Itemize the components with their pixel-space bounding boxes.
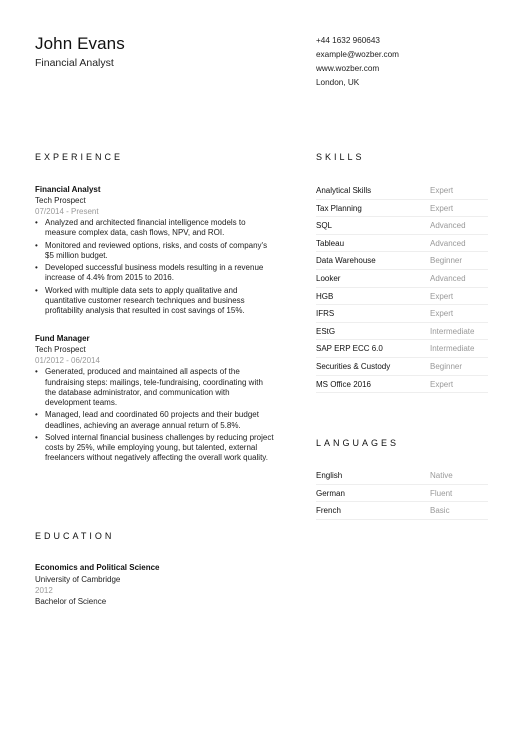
job-bullets bbox=[35, 367, 275, 463]
skill-row bbox=[316, 200, 488, 218]
skill-row bbox=[316, 305, 488, 323]
skill-level: Intermediate bbox=[430, 344, 475, 354]
job-entry bbox=[35, 185, 275, 316]
candidate-name: John Evans bbox=[35, 34, 125, 53]
skills-heading: SKILLS bbox=[316, 152, 365, 162]
skill-level: Advanced bbox=[430, 273, 466, 283]
skill-name: SAP ERP ECC 6.0 bbox=[316, 344, 383, 354]
skill-row bbox=[316, 358, 488, 376]
skill-name: Analytical Skills bbox=[316, 186, 372, 195]
education-entry bbox=[35, 563, 160, 607]
language-name: French bbox=[316, 506, 341, 516]
skill-name: HGB bbox=[316, 291, 334, 301]
skill-level: Expert bbox=[430, 203, 454, 213]
skill-level: Advanced bbox=[430, 238, 466, 248]
job-bullet: • Solved internal financial business challenges by reducing project costs by 25%, while employing young, but talented, external freelancers without negatively affecting the overall work quality. bbox=[35, 433, 275, 464]
skill-row bbox=[316, 340, 488, 358]
job-title: Fund Manager bbox=[35, 334, 90, 344]
education-degree: Economics and Political Science bbox=[35, 563, 160, 572]
language-row bbox=[316, 485, 488, 503]
language-level: Basic bbox=[430, 506, 450, 516]
skill-name: EStG bbox=[316, 326, 336, 336]
job-bullet: • Generated, produced and maintained all aspects of the fundraising steps: mailings, tele-fundraising, coordinating with the database administrator, and communication with development teams. bbox=[35, 367, 275, 408]
skill-row bbox=[316, 270, 488, 288]
skill-name: Securities & Custody bbox=[316, 361, 391, 371]
language-row bbox=[316, 467, 488, 485]
job-bullets bbox=[35, 218, 275, 316]
job-entry bbox=[35, 334, 275, 463]
languages-heading: LANGUAGES bbox=[316, 438, 400, 448]
education-level: Bachelor of Science bbox=[35, 596, 107, 606]
contact-phone: +44 1632 960643 bbox=[316, 36, 380, 45]
contact-location: London, UK bbox=[316, 78, 360, 87]
skill-row bbox=[316, 288, 488, 306]
skill-level: Expert bbox=[430, 291, 454, 301]
contact-block bbox=[316, 35, 399, 91]
skill-name: Data Warehouse bbox=[316, 256, 376, 266]
language-level: Fluent bbox=[430, 488, 453, 498]
job-dates: 01/2012 - 06/2014 bbox=[35, 356, 100, 366]
job-company: Tech Prospect bbox=[35, 196, 86, 205]
skill-level: Expert bbox=[430, 186, 454, 195]
contact-email: example@wozber.com bbox=[316, 50, 399, 59]
skill-row bbox=[316, 252, 488, 270]
job-bullet: • Developed successful business models resulting in a revenue increase of 4.4% from 2015 to 2016. bbox=[35, 263, 275, 283]
language-row bbox=[316, 502, 488, 520]
skill-name: SQL bbox=[316, 221, 333, 231]
skill-name: Tax Planning bbox=[316, 203, 362, 213]
language-name: German bbox=[316, 488, 345, 498]
skill-name: MS Office 2016 bbox=[316, 379, 371, 389]
skill-row bbox=[316, 182, 488, 200]
job-bullet: • Monitored and reviewed options, risks, and costs of company's $5 million budget. bbox=[35, 241, 275, 261]
skill-name: IFRS bbox=[316, 309, 335, 319]
job-dates: 07/2014 - Present bbox=[35, 207, 99, 216]
experience-section bbox=[35, 185, 275, 466]
job-bullet: • Worked with multiple data sets to apply qualitative and quantitative customer research techniques and business profitability analysis that resulted in cost savings of 15%. bbox=[35, 286, 275, 317]
job-company: Tech Prospect bbox=[35, 345, 86, 355]
job-title: Financial Analyst bbox=[35, 185, 101, 194]
skill-level: Intermediate bbox=[430, 326, 475, 336]
skill-row bbox=[316, 323, 488, 341]
skill-level: Advanced bbox=[430, 221, 466, 231]
skill-name: Looker bbox=[316, 273, 341, 283]
languages-list bbox=[316, 467, 488, 520]
skill-level: Beginner bbox=[430, 256, 463, 266]
job-bullet: • Managed, lead and coordinated 60 projects and their budget deadlines, achieving an average annual return of 5.8%. bbox=[35, 410, 275, 430]
skill-level: Beginner bbox=[430, 361, 463, 371]
contact-website: www.wozber.com bbox=[316, 64, 380, 73]
language-name: English bbox=[316, 471, 343, 480]
job-bullet: • Analyzed and architected financial intelligence models to measure complex data, cash flows, NPV, and ROI. bbox=[35, 218, 275, 238]
skill-level: Expert bbox=[430, 309, 454, 319]
skill-row bbox=[316, 235, 488, 253]
skill-level: Expert bbox=[430, 379, 454, 389]
skills-list bbox=[316, 182, 488, 393]
candidate-title: Financial Analyst bbox=[35, 57, 114, 69]
language-level: Native bbox=[430, 471, 453, 480]
skill-row bbox=[316, 376, 488, 394]
skill-row bbox=[316, 217, 488, 235]
education-heading: EDUCATION bbox=[35, 531, 115, 541]
experience-heading: EXPERIENCE bbox=[35, 152, 124, 162]
education-school: University of Cambridge bbox=[35, 574, 121, 584]
skill-name: Tableau bbox=[316, 238, 345, 248]
education-year: 2012 bbox=[35, 585, 53, 595]
